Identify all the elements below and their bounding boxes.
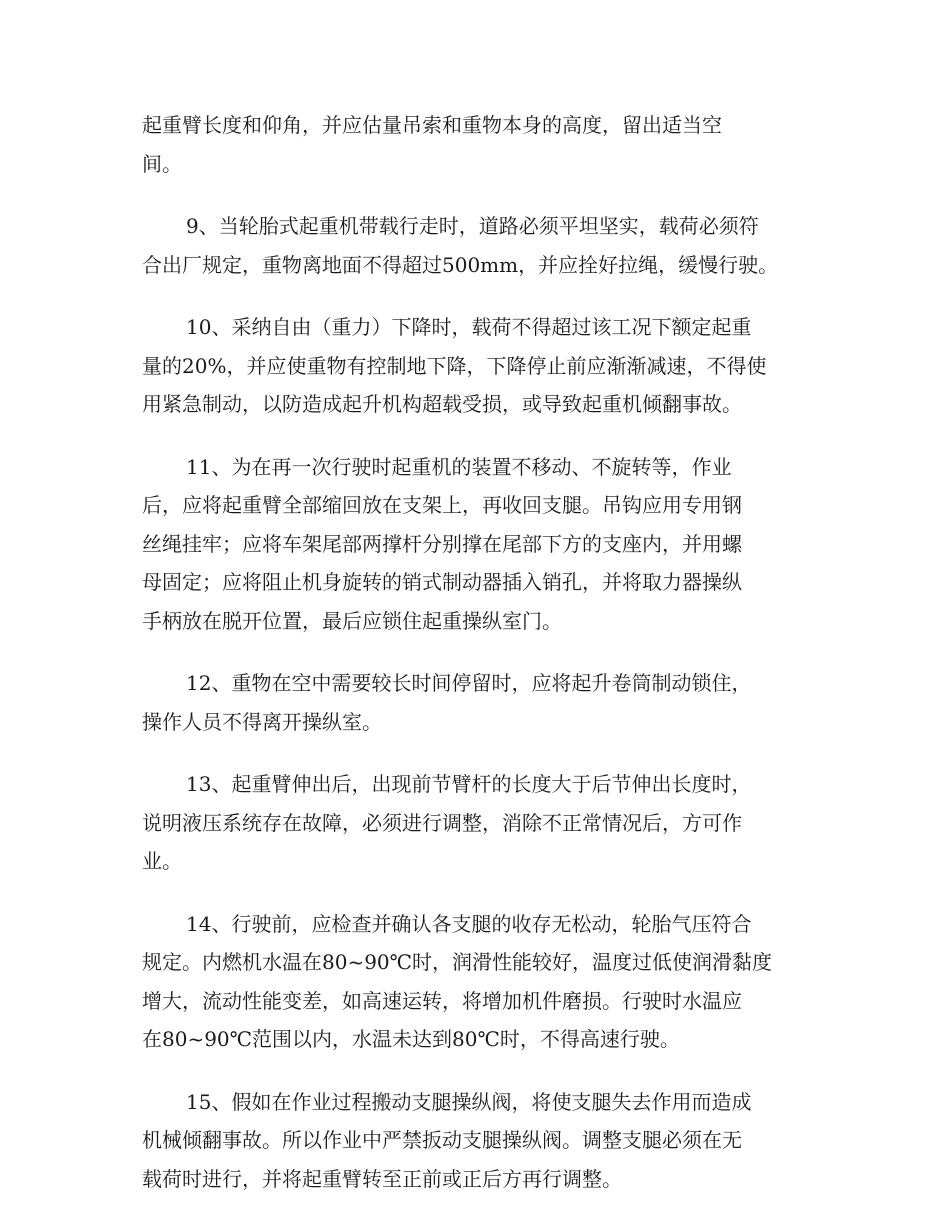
paragraph-item-11	[142, 448, 814, 641]
text-line: 合出厂规定，重物离地面不得超过500mm，并应拴好拉绳，缓慢行驶。	[142, 252, 779, 277]
text-line: 说明液压系统存在故障，必须进行调整，消除不正常情况后，方可作	[142, 810, 742, 835]
paragraph-item-12	[142, 664, 814, 741]
text-line: 量的20%，并应使重物有控制地下降，下降停止前应渐渐减速，不得使	[142, 353, 767, 378]
text-line: 母固定；应将阻止机身旋转的销式制动器插入销孔，并将取力器操纵	[142, 570, 742, 594]
text-line: 间。	[142, 151, 182, 176]
paragraph-item-15	[142, 1083, 814, 1199]
text-line: 机械倾翻事故。所以作业中严禁扳动支腿操纵阀。调整支腿必须在无	[142, 1128, 742, 1152]
text-line: 9、当轮胎式起重机带载行走时，道路必须平坦坚实，载荷必须符	[186, 214, 759, 238]
document-page	[142, 106, 814, 1222]
text-line: 增大，流动性能变差，如高速运转，将增加机件磨损。行驶时水温应	[142, 988, 742, 1013]
text-line: 丝绳挂牢；应将车架尾部两撑杆分别撑在尾部下方的支座内，并用螺	[142, 531, 742, 556]
text-line: 12、重物在空中需要较长时间停留时，应将起升卷筒制动锁住，	[186, 671, 752, 695]
paragraph-item-14	[142, 905, 814, 1059]
text-line: 14、行驶前，应检查并确认各支腿的收存无松动，轮胎气压符合	[186, 911, 752, 936]
text-line: 用紧急制动，以防造成起升机构超载受损，或导致起重机倾翻事故。	[142, 392, 742, 416]
text-line: 操作人员不得离开操纵室。	[142, 709, 382, 734]
paragraph-item-10	[142, 308, 814, 424]
text-line: 手柄放在脱开位置，最后应锁住起重操纵室门。	[142, 608, 562, 633]
text-line: 11、为在再一次行驶时起重机的装置不移动、不旋转等，作业	[186, 454, 732, 479]
text-line: 10、采纳自由（重力）下降时，载荷不得超过该工况下额定起重	[186, 315, 752, 339]
text-line: 规定。内燃机水温在80~90℃时，润滑性能较好，温度过低使润滑黏度	[142, 950, 773, 974]
paragraph-item-9	[142, 207, 814, 284]
paragraph-item-13	[142, 765, 814, 881]
text-line: 13、起重臂伸出后，出现前节臂杆的长度大于后节伸出长度时，	[186, 772, 752, 796]
text-line: 载荷时进行，并将起重臂转至正前或正后方再行调整。	[142, 1166, 622, 1191]
text-line: 业。	[142, 849, 182, 873]
paragraph-continuation	[142, 106, 814, 183]
text-line: 在80~90℃范围以内，水温未达到80℃时，不得高速行驶。	[142, 1027, 680, 1051]
text-line: 起重臂长度和仰角，并应估量吊索和重物本身的高度，留出适当空	[142, 113, 722, 137]
text-line: 15、假如在作业过程搬动支腿操纵阀，将使支腿失去作用而造成	[186, 1089, 752, 1114]
text-line: 后，应将起重臂全部缩回放在支架上，再收回支腿。吊钩应用专用钢	[142, 493, 742, 517]
